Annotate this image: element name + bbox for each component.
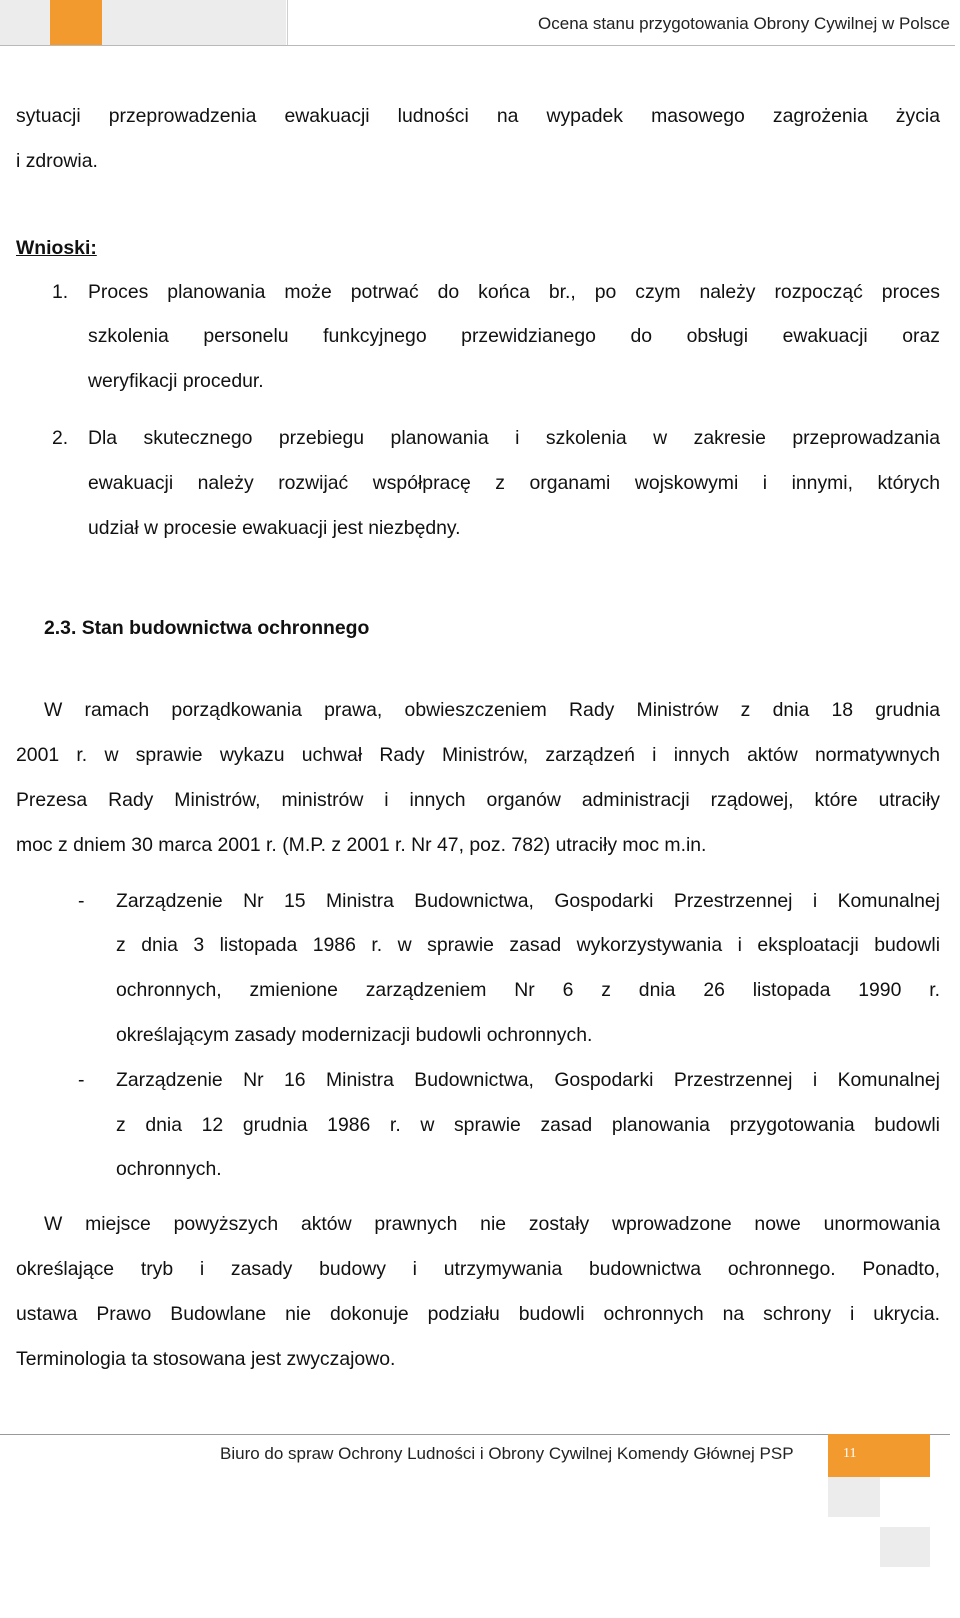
text-line: z dnia 3 listopada 1986 r. w sprawie zasad wykorzystywania i eksploatacji budowli [116, 934, 940, 957]
intro-paragraph [16, 94, 940, 184]
text-line: z dnia 12 grudnia 1986 r. w sprawie zasad planowania przygotowania budowli [116, 1113, 940, 1136]
page-body [16, 94, 940, 1381]
regulation-item-2 [16, 1058, 940, 1192]
text-line: ustawa Prawo Budowlane nie dokonuje podziału budowli ochronnych na schrony i ukrycia. [16, 1302, 940, 1325]
list-number: 1. [52, 280, 69, 303]
regulations-list [16, 879, 940, 1193]
section-paragraph-2 [16, 1202, 940, 1381]
header-rule [0, 45, 955, 46]
text-line: Terminologia ta stosowana jest zwyczajowo. [16, 1347, 396, 1370]
text-line: udział w procesie ewakuacji jest niezbędny. [88, 516, 461, 539]
conclusions-list [16, 270, 940, 551]
footer-decor-gray-2 [880, 1527, 930, 1567]
footer-rule [0, 1434, 950, 1435]
text-line: Prezesa Rady Ministrów, ministrów i innych organów administracji rządowej, które utraciły [16, 788, 940, 811]
section-paragraph-1 [16, 688, 940, 867]
footer-organization: Biuro do spraw Ochrony Ludności i Obrony Cywilnej Komendy Głównej PSP [220, 1444, 794, 1463]
text-line: Proces planowania może potrwać do końca br., po czym należy rozpocząć proces [88, 280, 940, 303]
list-spacer [16, 404, 940, 416]
text-line: moc z dniem 30 marca 2001 r. (M.P. z 2001 r. Nr 47, poz. 782) utraciły moc m.in. [16, 833, 707, 856]
text-line: i zdrowia. [16, 149, 98, 172]
text-line: sytuacji przeprowadzenia ewakuacji ludności na wypadek masowego zagrożenia życia [16, 105, 940, 127]
conclusion-item-2 [16, 416, 940, 550]
text-line: W ramach porządkowania prawa, obwieszczeniem Rady Ministrów z dnia 18 grudnia [44, 699, 940, 722]
running-header-title: Ocena stanu przygotowania Obrony Cywilnej w Polsce [538, 14, 950, 33]
text-line: Zarządzenie Nr 16 Ministra Budownictwa, Gospodarki Przestrzennej i Komunalnej [116, 1068, 940, 1091]
conclusion-item-1 [16, 270, 940, 404]
footer-decor-gray-1 [828, 1477, 880, 1517]
text-line: ochronnych, zmienione zarządzeniem Nr 6 z dnia 26 listopada 1990 r. [116, 979, 940, 1002]
text-line: ewakuacji należy rozwijać współpracę z organami wojskowymi i innymi, których [88, 471, 940, 494]
regulation-item-1 [16, 879, 940, 1058]
text-line: Dla skutecznego przebiegu planowania i szkolenia w zakresie przeprowadzania [88, 426, 940, 449]
bullet-dash: - [78, 889, 85, 912]
section-heading: 2.3. Stan budownictwa ochronnego [44, 617, 370, 640]
text-line: określające tryb i zasady budowy i utrzymywania budownictwa ochronnego. Ponadto, [16, 1257, 940, 1280]
text-line: Zarządzenie Nr 15 Ministra Budownictwa, Gospodarki Przestrzennej i Komunalnej [116, 889, 940, 912]
page-number-badge [828, 1434, 930, 1477]
text-line: szkolenia personelu funkcyjnego przewidzianego do obsługi ewakuacji oraz [88, 325, 940, 348]
text-line: ochronnych. [116, 1158, 222, 1181]
bullet-dash: - [78, 1068, 85, 1091]
text-line: 2001 r. w sprawie wykazu uchwał Rady Ministrów, zarządzeń i innych aktów normatywnych [16, 744, 940, 767]
text-line: W miejsce powyższych aktów prawnych nie zostały wprowadzone nowe unormowania [44, 1213, 940, 1236]
text-line: określającym zasady modernizacji budowli ochronnych. [116, 1023, 593, 1046]
conclusions-heading: Wnioski: [16, 236, 97, 259]
page-number: 11 [843, 1446, 857, 1461]
list-number: 2. [52, 426, 69, 449]
text-line: weryfikacji procedur. [88, 370, 264, 393]
